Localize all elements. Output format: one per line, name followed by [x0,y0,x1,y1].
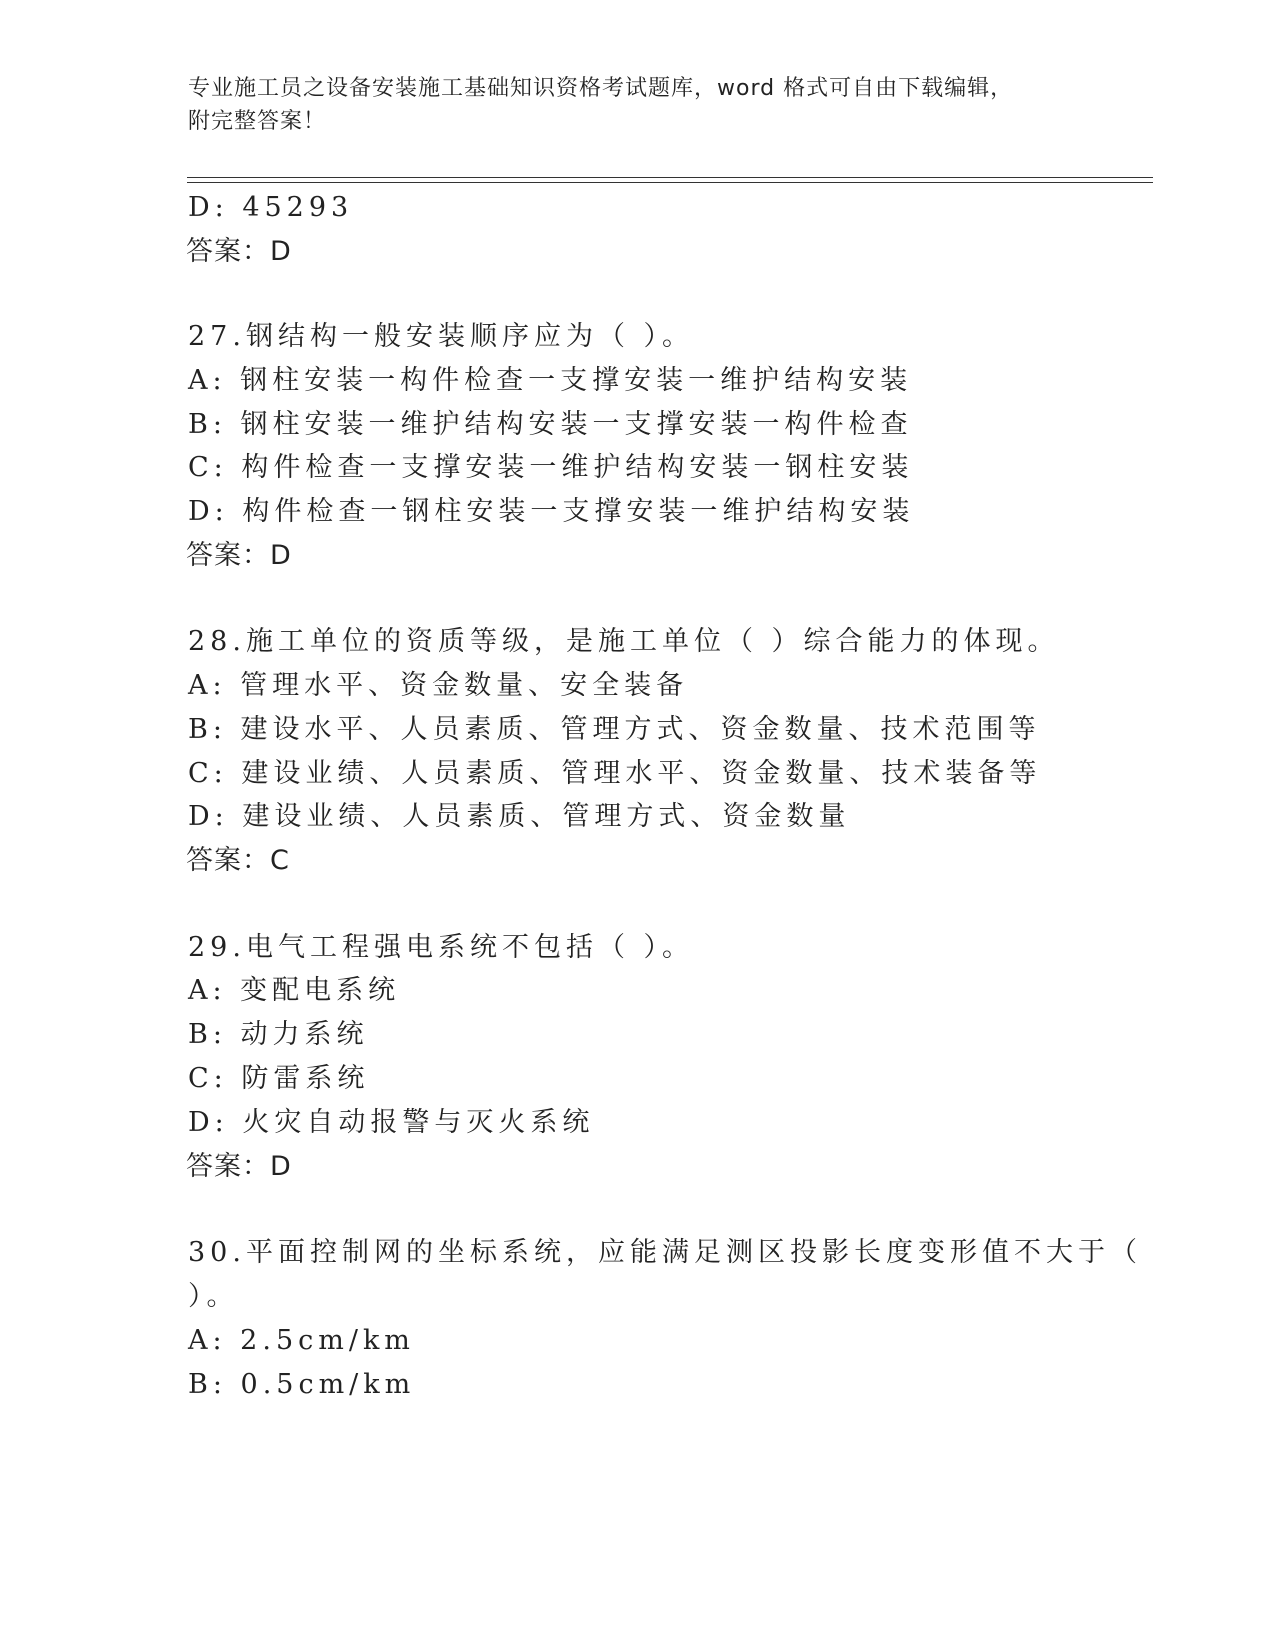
question-30-option-a: A: 2.5cm/km [188,1325,415,1356]
question-28-option-d: D: 建设业绩、人员素质、管理方式、资金数量 [188,801,851,832]
question-28-answer: 答案：C [186,845,290,876]
question-28-option-b: B: 建设水平、人员素质、管理方式、资金数量、技术范围等 [188,714,1041,745]
question-30-option-b: B: 0.5cm/km [188,1369,416,1400]
question-29-option-d: D: 火灾自动报警与灭火系统 [188,1107,595,1138]
document-header [188,72,1148,138]
prev-option-d: D: 45293 [188,192,354,223]
question-27-option-b: B: 钢柱安装一维护结构安装一支撑安装一构件检查 [188,409,913,440]
question-30-stem-line-2: ）。 [188,1281,239,1312]
question-30-stem-line-1: 30.平面控制网的坐标系统，应能满足测区投影长度变形值不大于（ [188,1237,1142,1268]
question-29-stem: 29.电气工程强电系统不包括（ ）。 [188,932,695,963]
question-29-option-a: A: 变配电系统 [188,975,401,1006]
prev-answer: 答案：D [186,236,292,267]
question-29-option-b: B: 动力系统 [188,1019,369,1050]
question-29-answer: 答案：D [186,1151,292,1182]
header-divider-bottom [187,182,1153,183]
question-27-answer: 答案：D [186,540,292,571]
header-line-2: 附完整答案！ [188,109,327,134]
question-28-option-a: A: 管理水平、资金数量、安全装备 [188,670,689,701]
question-27-option-c: C: 构件检查一支撑安装一维护结构安装一钢柱安装 [188,452,914,483]
question-27-option-d: D: 构件检查一钢柱安装一支撑安装一维护结构安装 [188,496,915,527]
header-line-1: 专业施工员之设备安装施工基础知识资格考试题库，word 格式可自由下载编辑， [188,76,1014,101]
question-27-option-a: A: 钢柱安装一构件检查一支撑安装一维护结构安装 [188,365,913,396]
question-28-stem: 28.施工单位的资质等级，是施工单位（ ）综合能力的体现。 [188,626,1060,657]
question-29-option-c: C: 防雷系统 [188,1063,370,1094]
question-28-option-c: C: 建设业绩、人员素质、管理水平、资金数量、技术装备等 [188,758,1042,789]
question-27-stem: 27.钢结构一般安装顺序应为（ ）。 [188,321,695,352]
header-divider-top [187,177,1153,178]
